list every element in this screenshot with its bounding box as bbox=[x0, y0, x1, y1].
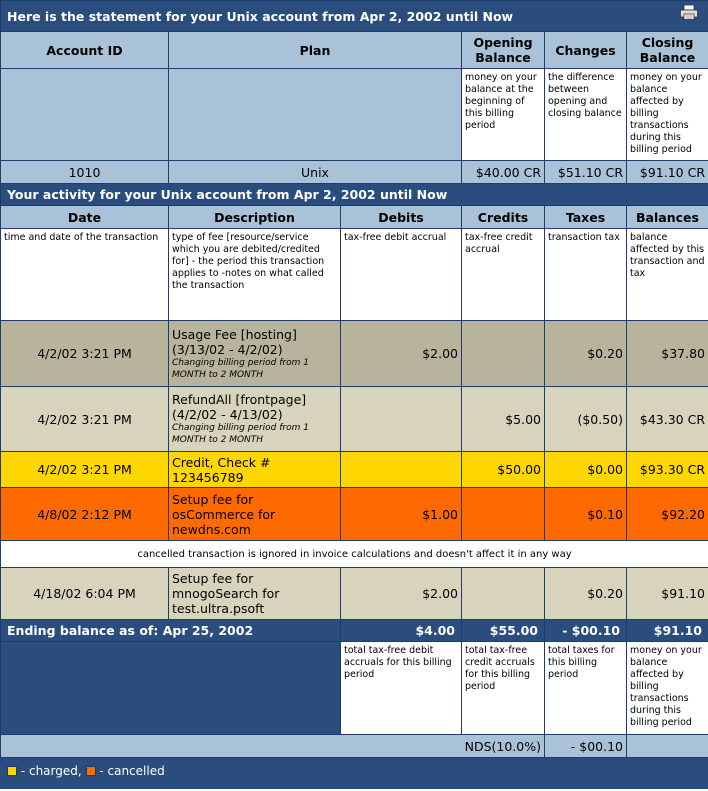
tx-balance: $92.20 bbox=[627, 488, 708, 541]
ending-taxes: - $00.10 bbox=[545, 620, 627, 642]
statement-title: Here is the statement for your Unix account from Apr 2, 2002 until Now bbox=[7, 8, 514, 24]
ending-help-credits: total tax-free credit accruals for this billing period bbox=[462, 642, 545, 735]
tx-date: 4/2/02 3:21 PM bbox=[1, 321, 169, 387]
help-closing: money on your balance affected by billing transactions during this billing period bbox=[627, 69, 708, 161]
tax-rate-value: - $00.10 bbox=[545, 735, 627, 758]
activity-title: Your activity for your Unix account from Apr 2, 2002 until Now bbox=[1, 184, 708, 206]
help-empty bbox=[169, 69, 462, 161]
tx-description: Setup fee for osCommerce for newdns.com bbox=[169, 488, 341, 541]
tx-note: Changing billing period from 1 MONTH to 2 MONTH bbox=[172, 423, 309, 445]
help-description: type of fee [resource/service which you are debited/credited for] - the period this transaction applies to -notes on what called the transaction bbox=[169, 229, 341, 321]
header-account-id: Account ID bbox=[1, 32, 169, 69]
tx-debit: $2.00 bbox=[341, 568, 462, 620]
cancelled-swatch-icon bbox=[86, 766, 96, 776]
tx-debit: $2.00 bbox=[341, 321, 462, 387]
help-credits: tax-free credit accrual bbox=[462, 229, 545, 321]
ending-debits: $4.00 bbox=[341, 620, 462, 642]
tx-description-text: Usage Fee [hosting] (3/13/02 - 4/2/02) bbox=[172, 326, 297, 357]
tx-description: Setup fee for mnogoSearch for test.ultra.psoft bbox=[169, 568, 341, 620]
help-opening: money on your balance at the beginning of this billing period bbox=[462, 69, 545, 161]
help-date: time and date of the transaction bbox=[1, 229, 169, 321]
table-row bbox=[1, 452, 708, 488]
tx-credit: $50.00 bbox=[462, 452, 545, 488]
tx-tax: $0.20 bbox=[545, 568, 627, 620]
header-plan: Plan bbox=[169, 32, 462, 69]
help-balances: balance affected by this transaction and tax bbox=[627, 229, 708, 321]
tx-date: 4/2/02 3:21 PM bbox=[1, 452, 169, 488]
tx-date: 4/18/02 6:04 PM bbox=[1, 568, 169, 620]
ending-help-taxes: total taxes for this billing period bbox=[545, 642, 627, 735]
opening-balance-value: $40.00 CR bbox=[462, 161, 545, 184]
header-opening-balance: Opening Balance bbox=[462, 32, 545, 69]
tx-debit: $1.00 bbox=[341, 488, 462, 541]
statement-title-bar bbox=[1, 1, 708, 32]
tx-balance: $43.30 CR bbox=[627, 387, 708, 452]
ending-balance: $91.10 bbox=[627, 620, 708, 642]
tax-rate-empty bbox=[627, 735, 708, 758]
ending-help-debits: total tax-free debit accruals for this billing period bbox=[341, 642, 462, 735]
tx-tax: ($0.50) bbox=[545, 387, 627, 452]
tx-balance: $91.10 bbox=[627, 568, 708, 620]
printer-icon[interactable] bbox=[680, 5, 698, 20]
tx-balance: $93.30 CR bbox=[627, 452, 708, 488]
tx-note: Changing billing period from 1 MONTH to 2 MONTH bbox=[172, 357, 309, 380]
ending-balance-label: Ending balance as of: Apr 25, 2002 bbox=[1, 620, 341, 642]
ending-credits: $55.00 bbox=[462, 620, 545, 642]
header-changes: Changes bbox=[545, 32, 627, 69]
charged-swatch-icon bbox=[7, 766, 17, 776]
header-date: Date bbox=[1, 206, 169, 229]
header-description: Description bbox=[169, 206, 341, 229]
tx-date: 4/2/02 3:21 PM bbox=[1, 387, 169, 452]
table-row bbox=[1, 321, 708, 387]
help-taxes: transaction tax bbox=[545, 229, 627, 321]
changes-value: $51.10 CR bbox=[545, 161, 627, 184]
tx-credit: $5.00 bbox=[462, 387, 545, 452]
table-row bbox=[1, 568, 708, 620]
tx-balance: $37.80 bbox=[627, 321, 708, 387]
ending-help-balance: money on your balance affected by billing transactions during this billing period bbox=[627, 642, 708, 735]
ending-balance-row bbox=[1, 620, 708, 642]
cancelled-note: cancelled transaction is ignored in invoice calculations and doesn't affect it in any way bbox=[1, 541, 708, 568]
tx-tax: $0.10 bbox=[545, 488, 627, 541]
legend-charged: - charged, bbox=[20, 764, 82, 778]
tx-tax: $0.00 bbox=[545, 452, 627, 488]
header-closing-balance: Closing Balance bbox=[627, 32, 708, 69]
table-row bbox=[1, 387, 708, 452]
ending-help-empty bbox=[1, 642, 341, 735]
plan-value: Unix bbox=[169, 161, 462, 184]
tax-rate-label: NDS(10.0%) bbox=[1, 735, 545, 758]
tx-description: Credit, Check # 123456789 bbox=[169, 452, 341, 488]
tx-credit bbox=[462, 568, 545, 620]
account-id-value: 1010 bbox=[1, 161, 169, 184]
help-debits: tax-free debit accrual bbox=[341, 229, 462, 321]
header-debits: Debits bbox=[341, 206, 462, 229]
closing-balance-value: $91.10 CR bbox=[627, 161, 708, 184]
legend bbox=[0, 758, 708, 789]
help-empty bbox=[1, 69, 169, 161]
header-credits: Credits bbox=[462, 206, 545, 229]
help-changes: the difference between opening and closing balance bbox=[545, 69, 627, 161]
tx-date: 4/8/02 2:12 PM bbox=[1, 488, 169, 541]
legend-cancelled: - cancelled bbox=[99, 764, 165, 778]
tx-credit bbox=[462, 321, 545, 387]
header-balances: Balances bbox=[627, 206, 708, 229]
tx-debit bbox=[341, 387, 462, 452]
header-taxes: Taxes bbox=[545, 206, 627, 229]
tx-description-text: RefundAll [frontpage] (4/2/02 - 4/13/02) bbox=[172, 392, 307, 422]
table-row bbox=[1, 488, 708, 541]
tx-debit bbox=[341, 452, 462, 488]
tx-description bbox=[169, 321, 341, 387]
tx-credit bbox=[462, 488, 545, 541]
tx-description bbox=[169, 387, 341, 452]
tx-tax: $0.20 bbox=[545, 321, 627, 387]
